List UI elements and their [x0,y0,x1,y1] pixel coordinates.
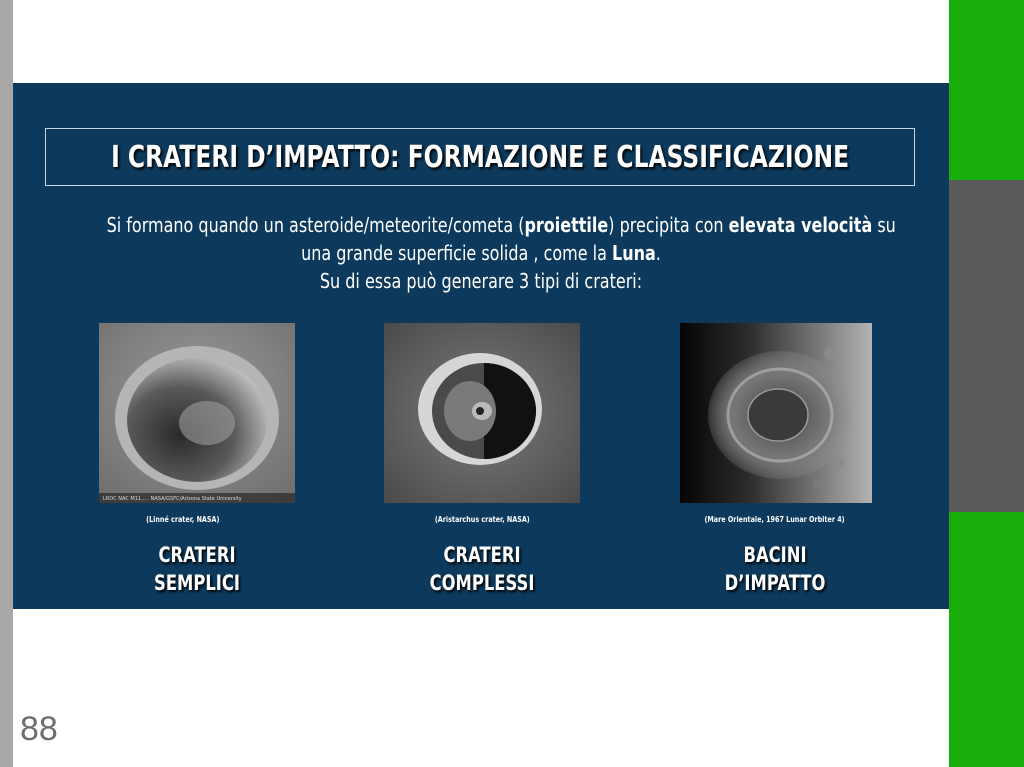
intro-text-segment: . [655,241,661,265]
mare-orientale-image [680,323,872,503]
intro-line-3: Su di essa può generare 3 tipi di crateri: [319,269,643,293]
linne-crater-image [99,323,295,503]
crater-complex-caption [352,515,612,524]
crater-simple-image [99,323,295,503]
intro-bold-velocita: elevata velocità [728,213,873,237]
label-line-1: BACINI [743,543,807,567]
impact-basin-label [645,541,905,597]
crater-complex-image [384,323,580,503]
intro-text-segment: ) precipita con [608,213,729,237]
label-line-2: D’IMPATTO [724,571,826,595]
label-line-1: CRATERI [443,543,521,567]
label-line-2: SEMPLICI [154,571,240,595]
caption-text: (Aristarchus crater, NASA) [434,515,530,524]
page-number: 88 [20,710,58,748]
left-accent-bar [0,0,13,767]
aristarchus-crater-image [384,323,580,503]
impact-basin-caption [645,515,905,524]
label-line-2: COMPLESSI [429,571,535,595]
intro-text-segment: una grande superficie solida , come la [301,241,613,265]
crater-simple-label [67,541,327,597]
crater-simple-caption [53,515,313,524]
intro-bold-luna: Luna [612,241,656,265]
label-line-1: CRATERI [158,543,236,567]
impact-basin-image [680,323,872,503]
caption-text: (Linné crater, NASA) [146,515,220,524]
title-box [45,128,915,186]
image-watermark: LROC NAC M11..... NASA/GSFC/Arizona State University [103,496,242,502]
intro-line-1 [106,211,896,239]
crater-complex-label [352,541,612,597]
intro-text [13,211,949,295]
intro-text-segment: Si formano quando un asteroide/meteorite/cometa ( [106,213,525,237]
right-accent-green-bottom [949,512,1024,767]
content-panel [13,83,949,609]
intro-text-segment: su [872,213,896,237]
right-accent-green-top [949,0,1024,180]
intro-bold-proiettile: proiettile [524,213,609,237]
slide-title: I CRATERI D’IMPATTO: FORMAZIONE E CLASSIFICAZIONE [111,139,850,175]
right-accent-gray [949,180,1024,512]
caption-text: (Mare Orientale, 1967 Lunar Orbiter 4) [704,515,846,524]
intro-line-2 [107,239,856,267]
